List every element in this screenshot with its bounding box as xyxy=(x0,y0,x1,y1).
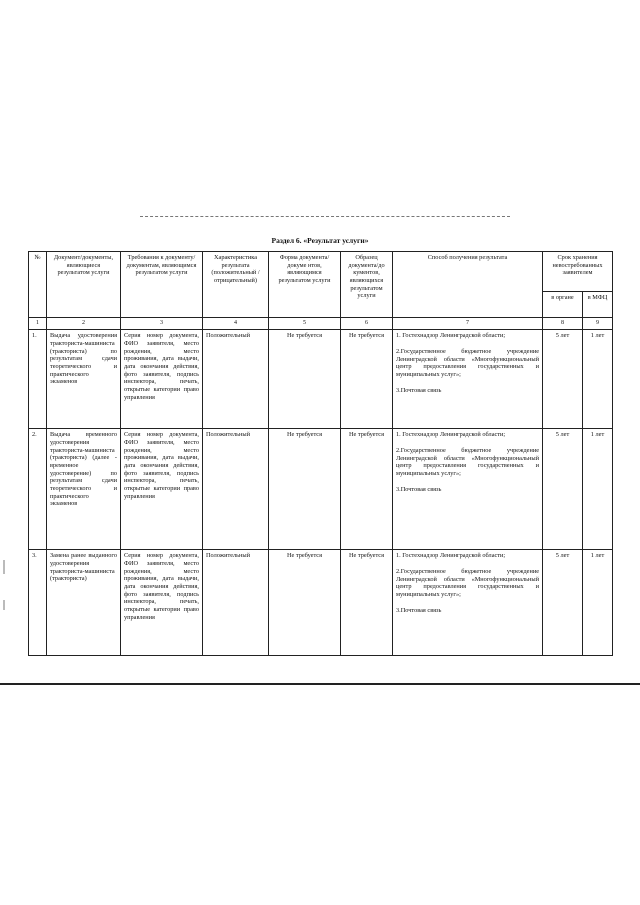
header-sample: Образец документа/до кументов, являющихся результатом услуги xyxy=(341,252,393,318)
header-document: Документ/документы, являющиеся результатом услуги xyxy=(47,252,121,318)
scan-bottom-rule xyxy=(0,683,640,685)
scan-top-rule xyxy=(140,216,510,217)
header-requirements: Требования к документу/документам, являющимся результатом услуги xyxy=(121,252,203,318)
header-characteristic: Характеристика результата (положительный /отрицательный) xyxy=(203,252,269,318)
method-option: 1. Гостехнадзор Ленинградской области; xyxy=(396,332,506,340)
row-num: 1. xyxy=(29,330,47,429)
method-option: 2.Государственное бюджетное учреждение Ленинградской области «Многофункциональный центр предоставления государственных и муниципальных услуг»; xyxy=(396,567,539,598)
row-form: Не требуется xyxy=(269,330,341,429)
row-characteristic: Положительный xyxy=(203,330,269,429)
row-num: 2. xyxy=(29,429,47,550)
column-number: 9 xyxy=(583,318,613,330)
row-storage-mfc: 1 лет xyxy=(583,550,613,656)
header-num: № xyxy=(29,252,47,318)
row-sample: Не требуется xyxy=(341,429,393,550)
row-requirements: Серия номер документа, ФИО заявителя, место рождения, место проживания, дата выдачи, дата окончания действия, фото заявителя, подпись инспектора, печать, открытые категории право управления xyxy=(121,429,203,550)
header-storage-org: в органе xyxy=(543,292,583,318)
header-method: Способ получения результата xyxy=(393,252,543,318)
row-storage-org: 5 лет xyxy=(543,550,583,656)
header-form: Форма документа/докуме нтов, являющимся результатом услуги xyxy=(269,252,341,318)
method-option: 3.Почтовая связь xyxy=(396,606,442,614)
row-storage-mfc: 1 лет xyxy=(583,330,613,429)
header-storage: Срок хранения невостребованных заявителем xyxy=(543,252,613,292)
column-number-row xyxy=(29,318,613,330)
row-characteristic: Положительный xyxy=(203,429,269,550)
scan-margin-mark xyxy=(3,560,5,574)
method-option: 1. Гостехнадзор Ленинградской области; xyxy=(396,552,506,560)
row-storage-org: 5 лет xyxy=(543,429,583,550)
row-method xyxy=(393,429,543,550)
table-row xyxy=(29,429,613,550)
method-option: 2.Государственное бюджетное учреждение Ленинградской области «Многофункциональный центр предоставления государственных и муниципальных услуг»; xyxy=(396,347,539,378)
scan-margin-mark xyxy=(3,600,5,610)
row-method xyxy=(393,330,543,429)
row-characteristic: Положительный xyxy=(203,550,269,656)
row-document: Выдача удостоверения тракториста-машиниста (тракториста) по результатам сдачи теоретического и практического экзаменов xyxy=(47,330,121,429)
column-number: 5 xyxy=(269,318,341,330)
column-number: 4 xyxy=(203,318,269,330)
row-requirements: Серия номер документа, ФИО заявителя, место рождения, место проживания, дата выдачи, дата окончания действия, фото заявителя, подпись инспектора, печать, открытые категории право управления xyxy=(121,550,203,656)
row-document: Выдача временного удостоверения тракториста-машиниста (тракториста) (далее - временное удостоверение) по результатам сдачи теоретического и практического экзаменов xyxy=(47,429,121,550)
method-option: 3.Почтовая связь xyxy=(396,485,442,493)
method-option: 1. Гостехнадзор Ленинградской области; xyxy=(396,431,506,439)
row-form: Не требуется xyxy=(269,550,341,656)
header-storage-mfc: в МФЦ xyxy=(583,292,613,318)
row-sample: Не требуется xyxy=(341,550,393,656)
result-table xyxy=(28,251,613,656)
header-row xyxy=(29,252,613,292)
column-number: 7 xyxy=(393,318,543,330)
row-form: Не требуется xyxy=(269,429,341,550)
column-number: 3 xyxy=(121,318,203,330)
row-storage-org: 5 лет xyxy=(543,330,583,429)
method-option: 3.Почтовая связь xyxy=(396,386,442,394)
column-number: 6 xyxy=(341,318,393,330)
column-number: 1 xyxy=(29,318,47,330)
method-option: 2.Государственное бюджетное учреждение Ленинградской области «Многофункциональный центр предоставления государственных и муниципальных услуг»; xyxy=(396,446,539,477)
section-title: Раздел 6. «Результат услуги» xyxy=(271,236,369,245)
row-num: 3. xyxy=(29,550,47,656)
row-requirements: Серия номер документа, ФИО заявителя, место рождения, место проживания, дата выдачи, дата окончания действия, фото заявителя, подпись инспектора, печать, открытые категории право управления xyxy=(121,330,203,429)
row-storage-mfc: 1 лет xyxy=(583,429,613,550)
table-row xyxy=(29,330,613,429)
column-number: 2 xyxy=(47,318,121,330)
row-method xyxy=(393,550,543,656)
column-number: 8 xyxy=(543,318,583,330)
row-sample: Не требуется xyxy=(341,330,393,429)
table-row xyxy=(29,550,613,656)
row-document: Замена ранее выданного удостоверения тракториста-машиниста (тракториста) xyxy=(47,550,121,656)
